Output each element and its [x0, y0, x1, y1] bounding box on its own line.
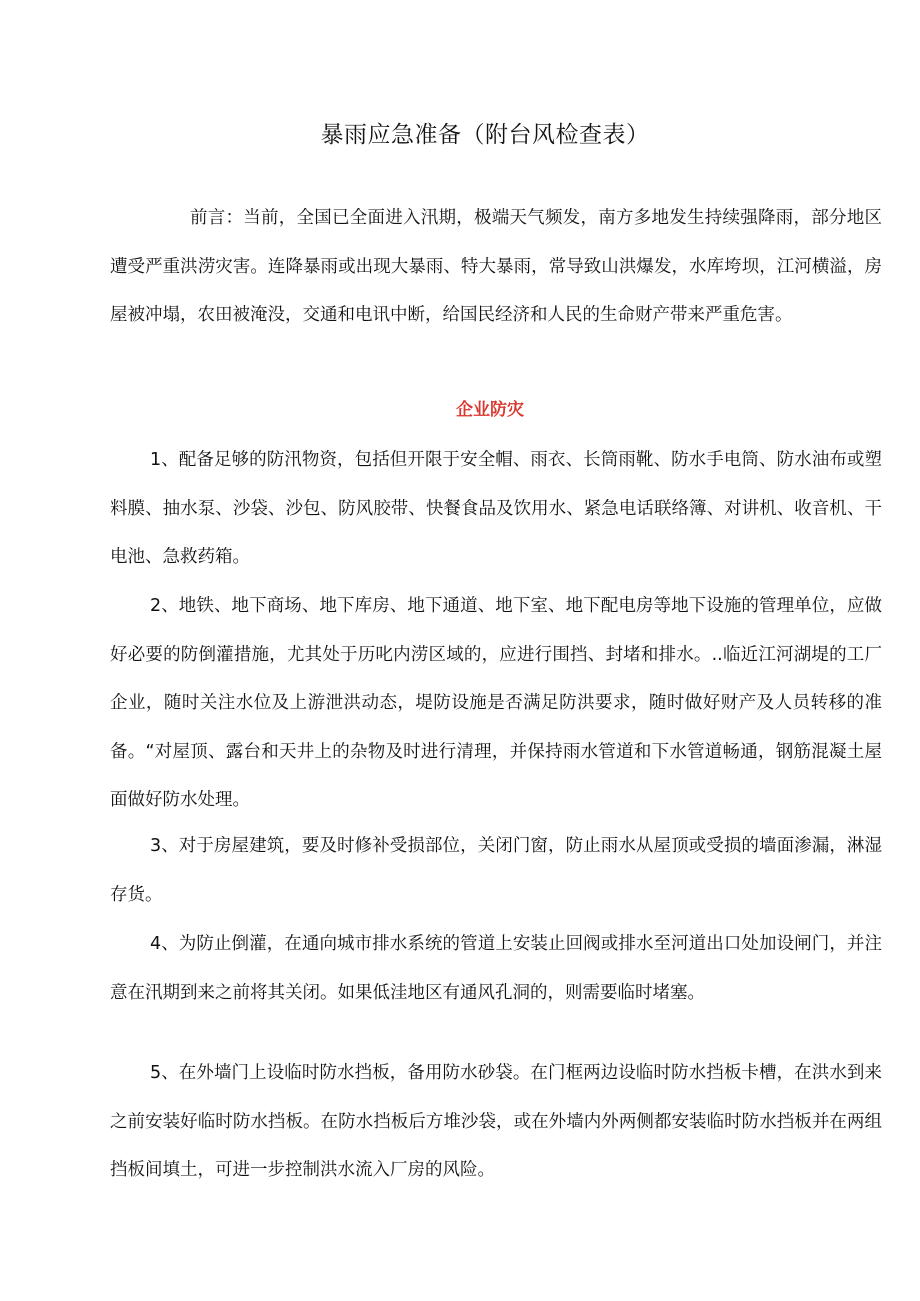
list-item: 5、在外墙门上设临时防水挡板，备用防水砂袋。在门框两边设临时防水挡板卡槽，在洪水到来之前安装好临时防水挡板。在防水挡板后方堆沙袋，或在外墙内外两侧都安装临时防水挡板并在两组挡板间填土，可进一步控制洪水流入厂房的风险。: [110, 1063, 882, 1180]
list-item: 4、为防止倒灌，在通向城市排水系统的管道上安装止回阀或排水至河道出口处加设闸门，并注意在汛期到来之前将其关闭。如果低洼地区有通风孔洞的，则需要临时堵塞。: [110, 934, 882, 1003]
section-heading: 企业防灾: [456, 400, 524, 420]
preface-paragraph: 前言：当前，全国已全面进入汛期，极端天气频发，南方多地发生持续强降雨，部分地区遭受严重洪涝灾害。连降暴雨或出现大暴雨、特大暴雨，常导致山洪爆发，水库垮坝，江河横溢，房屋被冲塌，农田被淹没，交通和电讯中断，给国民经济和人民的生命财产带来严重危害。: [110, 208, 882, 325]
list-item: 3、对于房屋建筑，要及时修补受损部位，关闭门窗，防止雨水从屋顶或受损的墙面渗漏，淋湿存货。: [110, 836, 882, 905]
list-item: 1、配备足够的防汛物资，包括但开限于安全帽、雨衣、长筒雨靴、防水手电筒、防水油布或塑料膜、抽水泵、沙袋、沙包、防风胶带、快餐食品及饮用水、紧急电话联络簿、对讲机、收音机、干电池、急救药箱。: [110, 450, 882, 567]
list-item: 2、地铁、地下商场、地下库房、地下通道、地下室、地下配电房等地下设施的管理单位，应做好必要的防倒灌措施，尤其处于历叱内涝区域的，应进行围挡、封堵和排水。..临近江河湖堤的工厂企业，随时关注水位及上游泄洪动态，堤防设施是否满足防洪要求，随时做好财产及人员转移的准备。“对屋顶、露台和天井上的杂物及时进行清理，并保持雨水管道和下水管道畅通，钢筋混凝土屋面做好防水处理。: [110, 596, 882, 810]
document-title: 暴雨应急准备（附台风检查表）: [320, 122, 650, 148]
